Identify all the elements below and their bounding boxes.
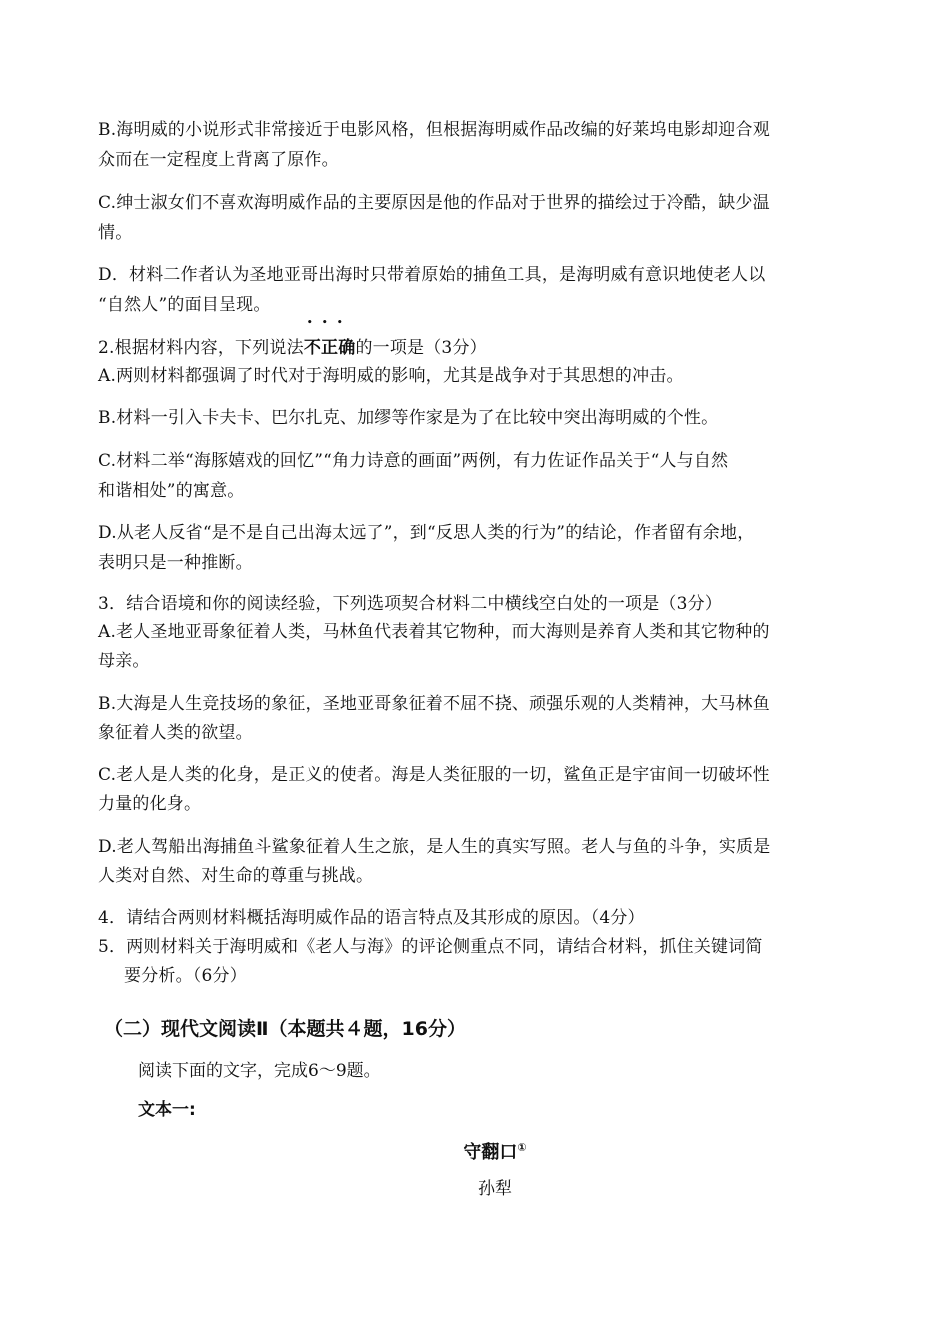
q2-option-a: A.两则材料都强调了时代对于海明威的影响，尤其是战争对于其思想的冲击。 — [98, 366, 684, 386]
q2-option-d-line2: 表明只是一种推断。 — [98, 553, 253, 573]
q2-stem-after: 的一项是（3分） — [355, 338, 487, 358]
q1-option-c-line1: C.绅士淑女们不喜欢海明威作品的主要原因是他的作品对于世界的描绘过于冷酷，缺少温 — [98, 193, 770, 213]
q4-stem: 4．请结合两则材料概括海明威作品的语言特点及其形成的原因。（4分） — [98, 908, 645, 928]
q2-option-c-line1: C.材料二举“海豚嬉戏的回忆”“角力诗意的画面”两例，有力佐证作品关于“人与自然 — [98, 451, 729, 471]
q3-option-d-line1: D.老人驾船出海捕鱼斗鲨象征着人生之旅，是人生的真实写照。老人与鱼的斗争，实质是 — [98, 837, 771, 857]
q3-option-a-line2: 母亲。 — [98, 651, 150, 671]
q3-option-c-line1: C.老人是人类的化身，是正义的使者。海是人类征服的一切，鲨鱼正是宇宙间一切破坏性 — [98, 765, 770, 785]
q2-option-c-line2: 和谐相处”的寓意。 — [98, 481, 245, 501]
q3-option-c-line2: 力量的化身。 — [98, 794, 202, 814]
q2-stem-emphasis: • • • 不正确 — [304, 334, 356, 363]
q5-line1: 5．两则材料关于海明威和《老人与海》的评论侧重点不同，请结合材料，抓住关键词简 — [98, 937, 763, 957]
q2-option-b: B.材料一引入卡夫卡、巴尔扎克、加缪等作家是为了在比较中突出海明威的个性。 — [98, 408, 719, 428]
q1-option-d-line2: “自然人”的面目呈现。 — [98, 295, 271, 315]
article-title-text: 守翻口 — [463, 1142, 518, 1163]
q3-option-b-line2: 象征着人类的欲望。 — [98, 723, 253, 743]
article-author: 孙犁 — [478, 1179, 512, 1199]
q1-option-b-line1: B.海明威的小说形式非常接近于电影风格，但根据海明威作品改编的好莱坞电影却迎合观 — [98, 120, 770, 140]
q1-option-d-line1: D．材料二作者认为圣地亚哥出海时只带着原始的捕鱼工具，是海明威有意识地使老人以 — [98, 265, 766, 285]
reading-instruction: 阅读下面的文字，完成6～9题。 — [138, 1061, 381, 1081]
section-heading: （二）现代文阅读Ⅱ（本题共４题，16分） — [104, 1018, 466, 1040]
q1-option-c-line2: 情。 — [98, 223, 133, 243]
q1-option-b-line2: 众而在一定程度上背离了原作。 — [98, 150, 339, 170]
q3-option-d-line2: 人类对自然、对生命的尊重与挑战。 — [98, 866, 374, 886]
q2-option-d-line1: D.从老人反省“是不是自己出海太远了”，到“反思人类的行为”的结论，作者留有余地， — [98, 523, 755, 543]
q2-stem — [98, 334, 878, 363]
footnote-marker: ① — [517, 1141, 527, 1154]
q5-line2: 要分析。（6分） — [124, 966, 247, 986]
q3-option-a-line1: A.老人圣地亚哥象征着人类，马林鱼代表着其它物种，而大海则是养育人类和其它物种的 — [98, 622, 770, 642]
q3-option-b-line1: B.大海是人生竞技场的象征，圣地亚哥象征着不屈不挠、顽强乐观的人类精神，大马林鱼 — [98, 694, 770, 714]
q3-stem: 3．结合语境和你的阅读经验，下列选项契合材料二中横线空白处的一项是（3分） — [98, 594, 723, 614]
q2-stem-before: 2.根据材料内容，下列说法 — [98, 338, 304, 358]
article-title — [0, 1133, 950, 1168]
text-one-label: 文本一: — [138, 1100, 196, 1120]
